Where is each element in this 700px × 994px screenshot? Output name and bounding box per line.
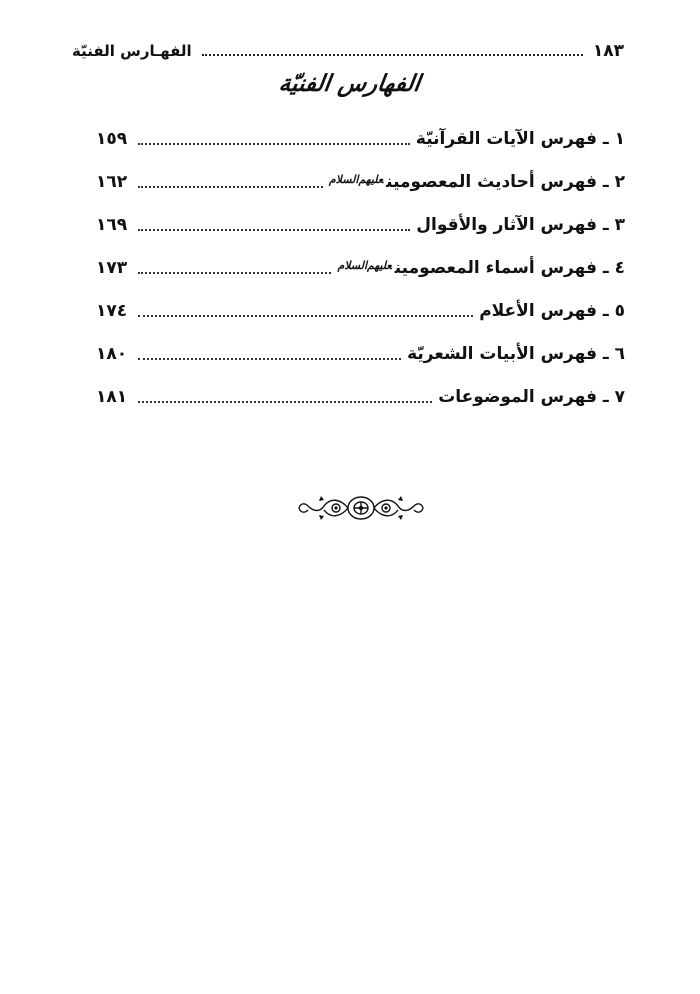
toc-entry-7 (96, 375, 625, 418)
running-header-title: الفهـارس الفنيّة (72, 42, 192, 60)
toc-entry-label: ١ ـ فهرس الآيات القرآنيّة (415, 128, 625, 149)
running-header-leader (202, 54, 583, 56)
toc-entry-1 (96, 117, 625, 160)
honorific-glyph: عليهم‌السلام (328, 172, 384, 186)
toc-entry-5 (96, 289, 625, 332)
toc-entry-3 (96, 203, 625, 246)
toc-leader-dots (138, 315, 473, 317)
toc-leader-dots (138, 143, 410, 145)
floral-divider-icon (296, 492, 426, 524)
toc-leader-dots (138, 272, 331, 274)
toc-entry-page: ١٨١ (96, 386, 128, 407)
toc-entry-label: ٧ ـ فهرس الموضوعات (438, 386, 625, 407)
toc-entry-4 (96, 246, 625, 289)
section-title (0, 70, 700, 97)
toc-entry-label: ٦ ـ فهرس الأبيات الشعريّة (407, 343, 625, 364)
running-header (72, 38, 624, 64)
table-of-contents (96, 117, 625, 418)
toc-entry-label: ٢ ـ فهرس أحاديث المعصومين$^{عليهم‌السلام}$ (328, 171, 625, 192)
page-number: ١٨٣ (592, 41, 624, 61)
toc-leader-dots (138, 401, 432, 403)
toc-entry-label: ٤ ـ فهرس أسماء المعصومين$^{عليهم‌السلام}$ (337, 257, 625, 278)
toc-entry-page: ١٨٠ (96, 343, 128, 364)
toc-entry-page: ١٥٩ (96, 128, 128, 149)
honorific-glyph: عليهم‌السلام (337, 258, 392, 272)
toc-leader-dots (138, 186, 323, 188)
toc-leader-dots (138, 358, 401, 360)
toc-entry-page: ١٦٩ (96, 214, 128, 235)
toc-entry-page: ١٧٣ (96, 257, 128, 278)
toc-entry-label: ٣ ـ فهرس الآثار والأقوال (416, 214, 625, 235)
toc-entry-6 (96, 332, 625, 375)
toc-leader-dots (138, 229, 410, 231)
section-title-text: الفهارس الفنيّة (277, 70, 423, 97)
toc-entry-label: ٥ ـ فهرس الأعلام (479, 300, 625, 321)
toc-entry-page: ١٧٤ (96, 300, 128, 321)
toc-entry-2 (96, 160, 625, 203)
toc-entry-page: ١٦٢ (96, 171, 128, 192)
